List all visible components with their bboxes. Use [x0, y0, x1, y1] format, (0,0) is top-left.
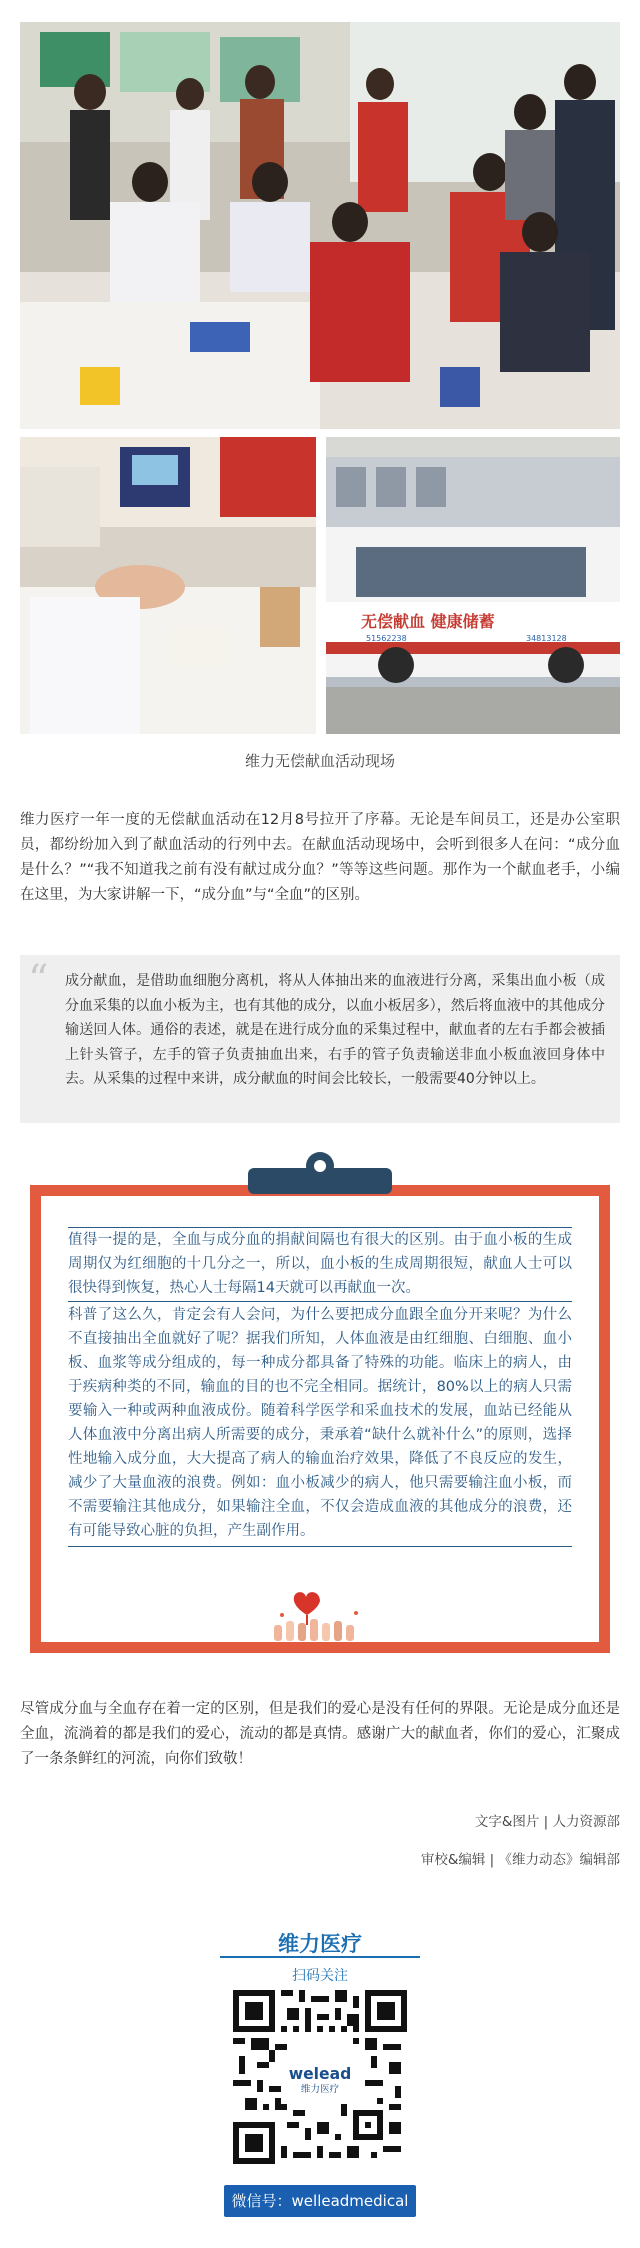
photo-donation-room [20, 22, 620, 429]
clipboard-clip-icon [248, 1150, 392, 1194]
photo-caption: 维力无偿献血活动现场 [244, 752, 395, 770]
credit-editing: 审校&编辑 | 《维力动态》编辑部 [420, 1852, 620, 1868]
bus-phone: 51562238 [366, 634, 407, 643]
quote-mark-icon: “ [28, 957, 49, 1003]
bus-number-right: 34813128 [526, 634, 567, 643]
photo-blood-draw [20, 437, 316, 734]
qr-code[interactable] [233, 1990, 407, 2164]
footer-brand-rule [220, 1956, 420, 1958]
photo-donation-bus [326, 437, 620, 734]
qr-logo-text: welead [288, 2064, 352, 2083]
quote-text: 成分献血，是借助血细胞分离机，将从人体抽出来的血液进行分离，采集出血小板（成分血采集的以血小板为主，也有其他的成分，以血小板居多），然后将血液中的其他成分输送回人体。通俗的表述，就是在进行成分血的采集过程中，献血者的左右手都会被插上针头管子，左手的管子负责抽血出来，右手的管子负责输送非血小板血液回身体中去。从采集的过程中来讲，成分献血的时间会比较长，一般需要40分钟以上。 [65, 973, 605, 1087]
closing-paragraph: 尽管成分血与全血存在着一定的区别，但是我们的爱心是没有任何的界限。无论是成分血还是全血，流淌着的都是我们的爱心，流动的都是真情。感谢广大的献血者，你们的爱心，汇聚成了一条条鲜红的河流，向你们致敬！ [20, 1701, 620, 1767]
quote-block [20, 955, 620, 1123]
wechat-id-badge: 微信号：welleadmedical [224, 2185, 416, 2217]
frame-rule-bottom [68, 1546, 572, 1547]
qr-logo-subtext: 维力医疗 [300, 2084, 340, 2095]
frame-paragraph-2: 科普了这么久，肯定会有人会问，为什么要把成分血跟全血分开来呢？为什么不直接抽出全血就好了呢？据我们所知，人体血液是由红细胞、白细胞、血小板、血浆等成分组成的，每一种成分都具备了特殊的功能。临床上的病人，由于疾病种类的不同，输血的目的也不完全相同。据统计，80%以上的病人只需要输入一种或两种血液成份。随着科学医学和采血技术的发展，血站已经能从人体血液中分离出病人所需要的成分，秉承着“缺什么就补什么”的原则，选择性地输入成分血，大大提高了病人的输血治疗效果，降低了不良反应的发生，减少了大量血液的浪费。例如：血小板减少的病人，他只需要输注血小板，而不需要输注其他成分，如果输注全血，不仅会造成血液的其他成分的浪费，还有可能导致心脏的负担，产生副作用。 [68, 1307, 572, 1539]
credit-text-image: 文字&图片 | 人力资源部 [474, 1814, 620, 1830]
footer-brand: 维力医疗 [278, 1932, 362, 1956]
bus-banner-text: 无偿献血 健康储蓄 [361, 612, 495, 631]
hands-heart-icon [268, 1585, 372, 1643]
intro-paragraph: 维力医疗一年一度的无偿献血活动在12月8号拉开了序幕。无论是车间员工，还是办公室职员，都纷纷加入到了献血活动的行列中去。在献血活动现场中，会听到很多人在问：“成分血是什么？”“我不知道我之前有没有献过成分血？”等等这些问题。那作为一个献血老手，小编在这里，为大家讲解一下，“成分血”与“全血”的区别。 [20, 812, 620, 903]
scan-follow-label: 扫码关注 [292, 1968, 348, 1984]
frame-rule-middle [68, 1301, 572, 1302]
frame-paragraph-1: 值得一提的是，全血与成分血的捐献间隔也有很大的区别。由于血小板的生成周期仅为红细胞的十几分之一，所以，血小板的生成周期很短，献血人士可以很快得到恢复，热心人士每隔14天就可以再献血一次。 [68, 1232, 572, 1296]
